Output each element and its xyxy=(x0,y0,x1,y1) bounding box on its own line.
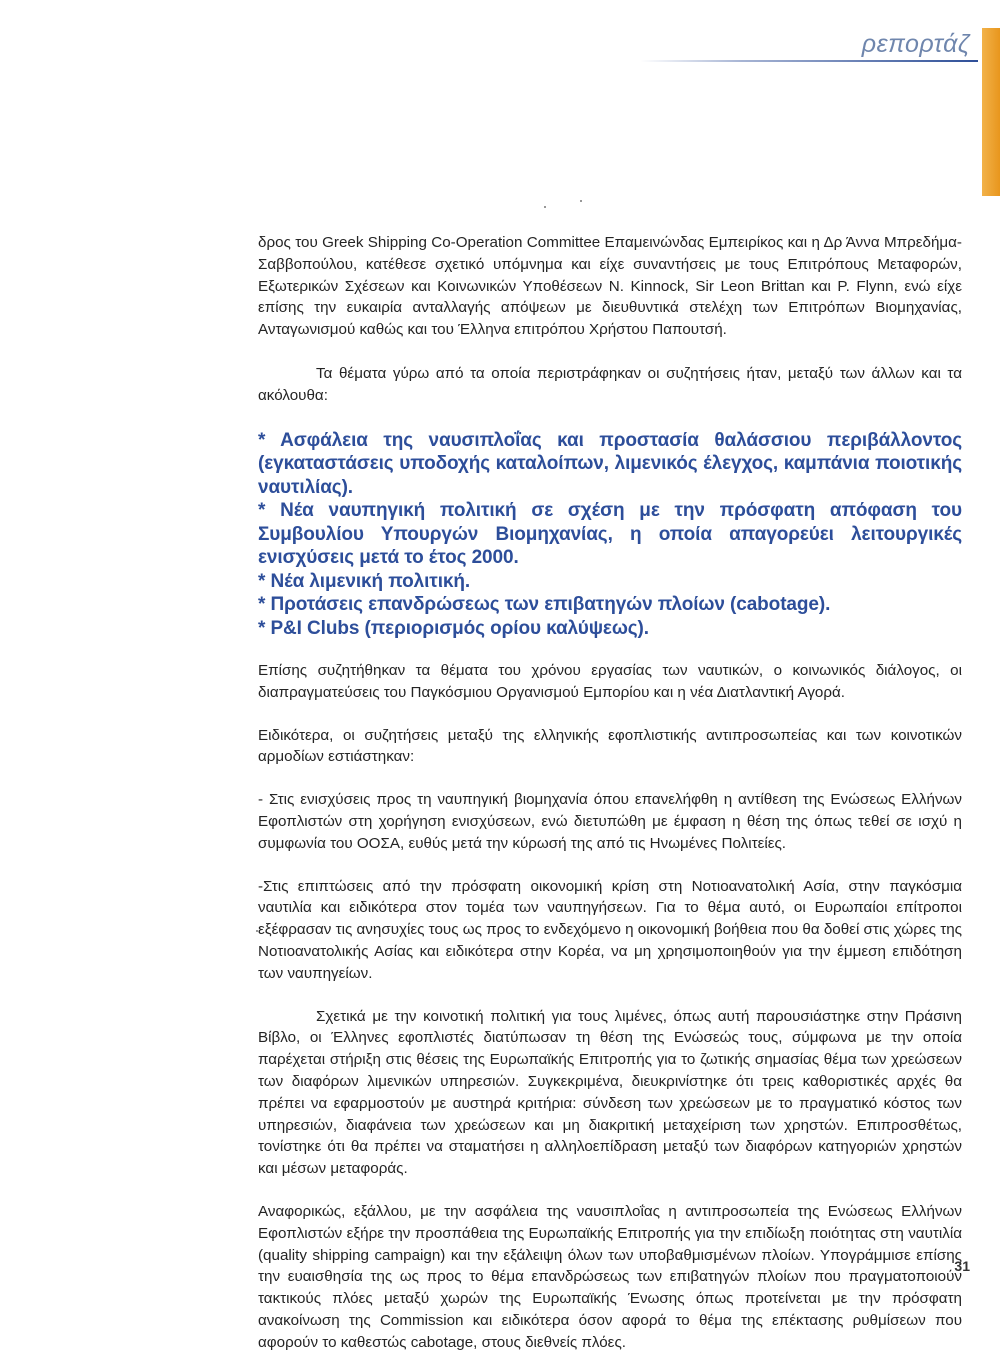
paragraph-shipbuilding-aid: - Στις ενισχύσεις προς τη ναυπηγική βιομηχανία όπου επανελήφθη η αντίθεση της Ενώσεως Ελλήνων Εφοπλιστών στη χορήγηση ενισχύσεων, ενώ διετυπώθη με έμφαση η θέση της όπως τεθεί σε ισχύ η συμφωνία του ΟΟΣΑ, ευθύς μετά την κύρωσή της από τις Ηνωμένες Πολιτείες. xyxy=(258,791,962,852)
topic-item: * P&I Clubs (περιορισμός ορίου καλύψεως). xyxy=(258,617,649,639)
topic-item: * Νέα ναυπηγική πολιτική σε σχέση με την πρόσφατη απόφαση του Συμβουλίου Υπουργών Βιομηχανίας, η οποία απαγορεύει λειτουργικές ενισχύσεις μετά το έτος 2000. xyxy=(258,500,962,569)
paragraph-navigation-safety: Αναφορικώς, εξάλλου, με την ασφάλεια της ναυσιπλοΐας η αντιπροσωπεία της Ενώσεως Ελλήνων Εφοπλιστών εξήρε την προσπάθεια της Ευρωπαϊκής Επιτροπής για την επιδίωξη ποιότητας στη ναυτιλία (quality shipping campaign) και την εξάλειψη όλων των υποβαθμισμένων πλοίων. Υπογράμμισε επίσης την ευαισθησία της ως προς το θέμα επανδρώσεως των επιβατηγών πλοίων που πραγματοποιούν τακτικούς πλόες μεταξύ χωρών της Ευρωπαϊκής Ένωσης όπως προτείνεται με την πρόσφατη ανακοίνωση της Commission και ειδικότερα όσον αφορά το θέμα της επέκτασης ρυθμίσεων που αφορούν το καθεστώς cabotage, στους διεθνείς πλόες. xyxy=(258,1203,962,1351)
paragraph-other-topics: Επίσης συζητήθηκαν τα θέματα του χρόνου εργασίας των ναυτικών, ο κοινωνικός διάλογος, οι διαπραγματεύσεις του Παγκόσμιου Οργανισμού Εμπορίου και η νέα Διατλαντική Αγορά. xyxy=(258,662,962,701)
paragraph-port-policy: Σχετικά με την κοινοτική πολιτική για τους λιμένες, όπως αυτή παρουσιάστηκε στην Πράσινη Βίβλο, οι Έλληνες εφοπλιστές διατύπωσαν τη θέση της Ενώσεώς τους, σύμφωνα με την οποία παρέχεται στήριξη στις θέσεις της Ευρωπαϊκής Επιτροπής για το ζωτικής σημασίας θέμα των χρεώσεων των διαφόρων λιμενικών υπηρεσιών. Συγκεκριμένα, διευκρινίστηκε ότι τρεις καθοριστικές αρχές θα πρέπει να εφαρμοστούν με αυστηρά κριτήρια: σύνδεση των χρεώσεων με το πραγματικό κόστος των υπηρεσιών, διαφάνεια των χρεώσεων και μη διακριτική μεταχείριση των χρηστών. Επιπροσθέτως, τονίστηκε ότι θα πρέπει να σταματήσει η αλληλοεπίδραση μεταξύ των διαφόρων κατηγοριών χρηστών και μέσων μεταφοράς. xyxy=(258,1007,962,1178)
header-divider xyxy=(640,60,978,62)
article-body xyxy=(258,232,962,1354)
paragraph-asia-crisis: -Στις επιπτώσεις από την πρόσφατη οικονομική κρίση στη Νοτιοανατολική Ασία, στην παγκόσμια ναυτιλία και ειδικότερα στον τομέα των ναυπηγήσεων. Για το θέμα αυτό, οι Ευρωπαίοι επίτροποι εξέφρασαν τις ανησυχίες τους ως προς το ενδεχόμενο η οικονομική βοήθεια που θα δοθεί στις χώρες της Νοτιοανατολικής Ασίας και ειδικότερα στην Κορέα, να μη χρησιμοποιηθούν για την έμμεση επιδότηση των ναυπηγείων. xyxy=(258,877,962,982)
paragraph-topics-intro: Τα θέματα γύρω από τα οποία περιστράφηκαν οι συζητήσεις ήταν, μεταξύ των άλλων και τα ακόλουθα: xyxy=(258,364,962,404)
topic-item: * Προτάσεις επανδρώσεως των επιβατηγών πλοίων (cabotage). xyxy=(258,594,831,616)
paragraph-focus-intro: Ειδικότερα, οι συζητήσεις μεταξύ της ελληνικής εφοπλιστικής αντιπροσωπείας και των κοινοτικών αρμοδίων εστιάστηκαν: xyxy=(258,726,962,766)
topic-item: * Ασφάλεια της ναυσιπλοΐας και προστασία θαλάσσιου περιβάλλοντος (εγκαταστάσεις υποδοχής καταλοίπων, λιμενικός έλεγχος, καμπάνια ποιοτικής ναυτιλίας). xyxy=(258,429,962,498)
scan-specks xyxy=(540,196,600,212)
page-number: 31 xyxy=(954,1258,970,1274)
orange-side-tab xyxy=(982,28,1000,196)
section-header-label: ρεπορτάζ xyxy=(861,30,970,58)
topic-item: * Νέα λιμενική πολιτική. xyxy=(258,570,471,592)
highlighted-topics-list xyxy=(258,429,962,641)
paragraph-delegation: δρος του Greek Shipping Co-Operation Committee Επαμεινώνδας Εμπειρίκος και η Δρ Άννα Μπρεδήμα-Σαββοπούλου, κατέθεσε σχετικό υπόμνημα και είχε συναντήσεις με τους Επιτρόπους Μεταφορών, Εξωτερικών Σχέσεων και Κοινωνικών Υποθέσεων N. Kinnock, Sir Leon Brittan και P. Flynn, ενώ είχε επίσης την ευκαιρία ανταλλαγής απόψεων με διευθυντικά στελέχη των Επιτρόπων Βιομηχανίας, Ανταγωνισμού καθώς και του Έλληνα επιτρόπου Χρήστου Παπουτσή. xyxy=(258,234,962,339)
